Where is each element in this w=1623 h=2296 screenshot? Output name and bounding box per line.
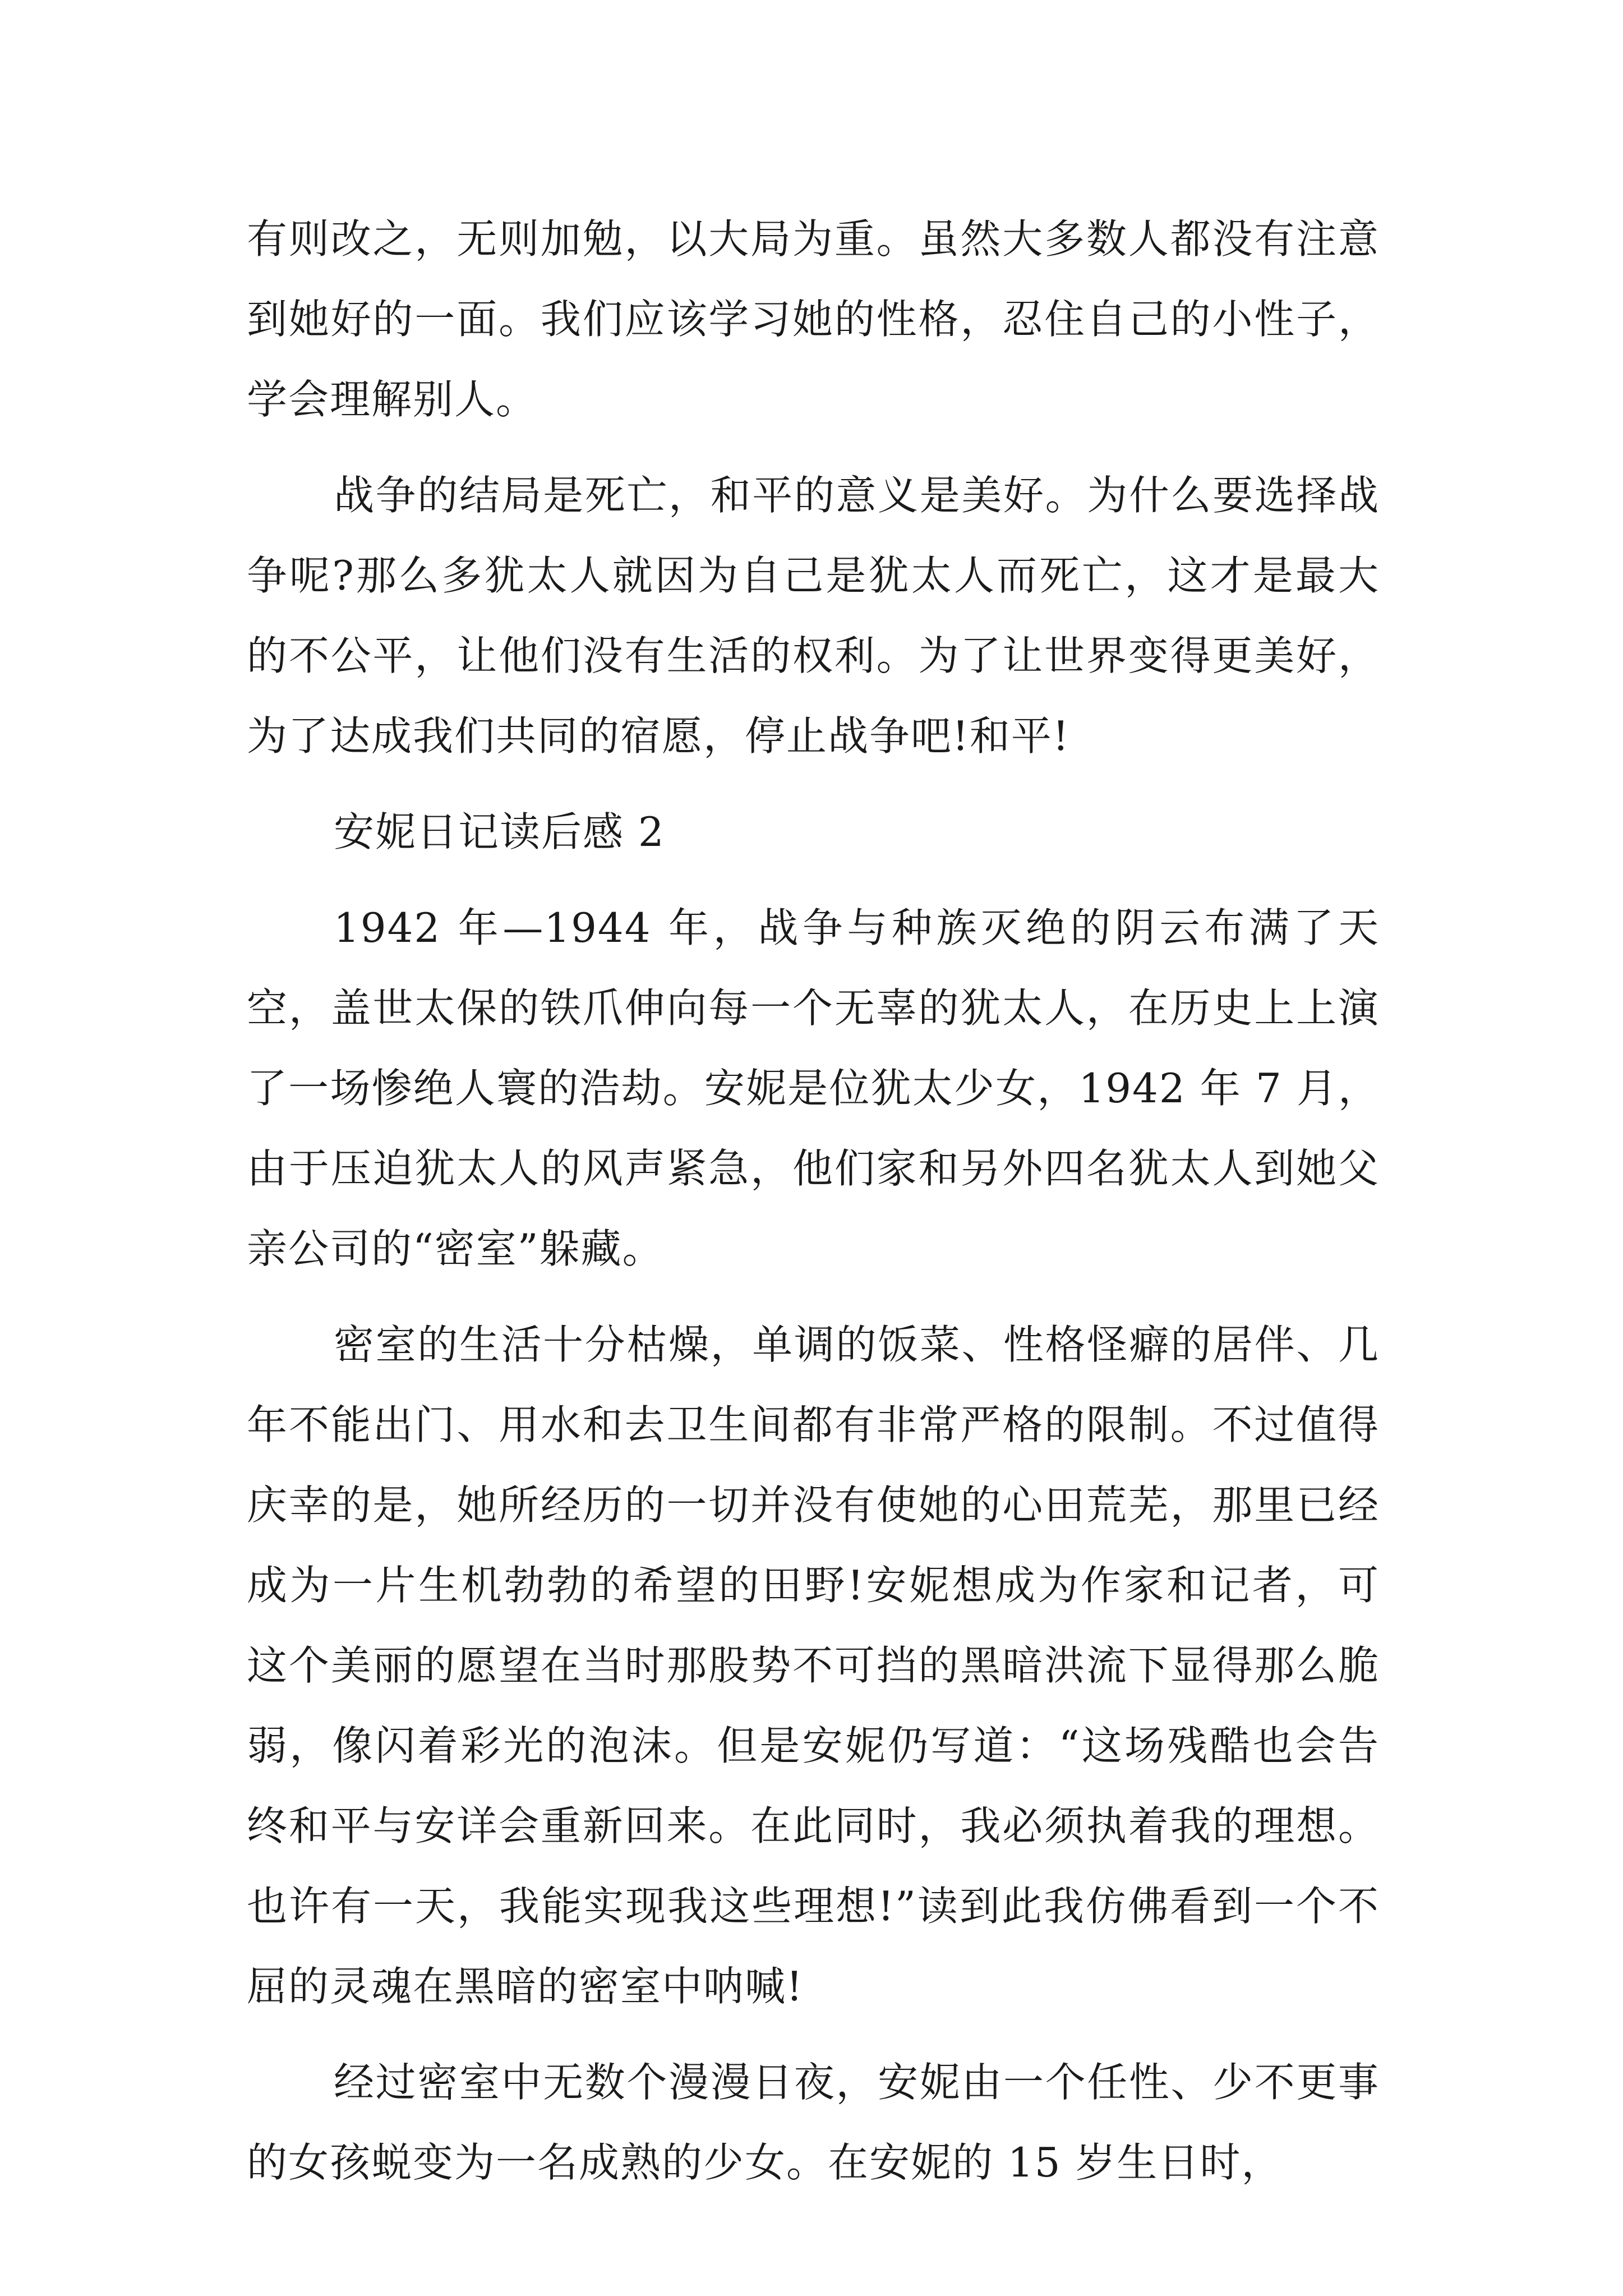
section-heading: 安妮日记读后感 2 <box>334 808 665 855</box>
document-body <box>247 199 1380 2203</box>
paragraph-secret-annex: 密室的生活十分枯燥，单调的饭菜、性格怪癖的居伴、几年不能出门、用水和去卫生间都有非常严格的限制。不过值得庆幸的是，她所经历的一切并没有使她的心田荒芜，那里已经成为一片生机勃勃的希望的田野!安妮想成为作家和记者，可这个美丽的愿望在当时那股势不可挡的黑暗洪流下显得那么脆弱，像闪着彩光的泡沫。但是安妮仍写道：“这场残酷也会告终和平与安详会重新回来。在此同时，我必须执着我的理想。也许有一天，我能实现我这些理想!”读到此我仿佛看到一个不屈的灵魂在黑暗的密室中呐喊! <box>247 1321 1380 2010</box>
paragraph-continuation: 有则改之，无则加勉，以大局为重。虽然大多数人都没有注意到她好的一面。我们应该学习她的性格，忍住自己的小性子，学会理解别人。 <box>247 215 1380 423</box>
paragraph-history: 1942 年—1944 年，战争与种族灭绝的阴云布满了天空，盖世太保的铁爪伸向每一个无辜的犹太人，在历史上上演了一场惨绝人寰的浩劫。安妮是位犹太少女，1942 年 7 月，由于压迫犹太人的风声紧急，他们家和另外四名犹太人到她父亲公司的“密室”躲藏。 <box>247 904 1380 1272</box>
paragraph-growth: 经过密室中无数个漫漫日夜，安妮由一个任性、少不更事的女孩蜕变为一名成熟的少女。在安妮的 15 岁生日时， <box>247 2059 1380 2186</box>
paragraph-war-and-peace: 战争的结局是死亡，和平的意义是美好。为什么要选择战争呢?那么多犹太人就因为自己是犹太人而死亡，这才是最大的不公平，让他们没有生活的权利。为了让世界变得更美好，为了达成我们共同的宿愿，停止战争吧!和平! <box>247 472 1380 760</box>
